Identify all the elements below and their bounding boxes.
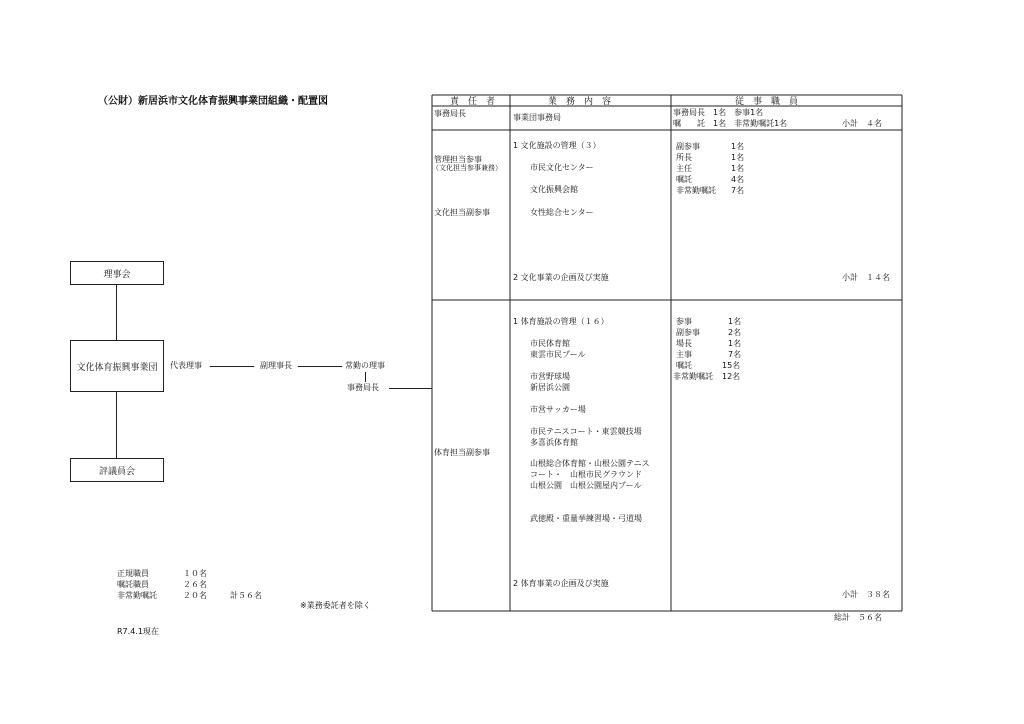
summary-label: 嘱託職員	[117, 580, 149, 589]
office-responsible: 事務局長	[434, 109, 466, 118]
sports-staff-role: 副参事	[676, 328, 700, 337]
sports-staff-role: 場長	[676, 339, 692, 348]
sports-facility: 新居浜公園	[530, 383, 570, 392]
culture-responsible2: 文化担当副参事	[434, 208, 490, 217]
culture-facility: 市民文化センター	[530, 163, 594, 172]
sports-staff-count: 2名	[728, 328, 742, 337]
sports-event: 2 体育事業の企画及び実施	[513, 579, 609, 588]
sports-facility: 武徳殿・重量挙練習場・弓道場	[530, 514, 642, 523]
office-staff-line1: 事務局長 1名 参事1名	[673, 108, 764, 117]
sports-staff-role: 参事	[676, 317, 692, 326]
sports-facility: 市営野球場	[530, 372, 570, 381]
sports-facility: 山根総合体育館・山根公園テニス	[530, 459, 650, 468]
sports-subtotal: 小計 ３８名	[842, 590, 890, 599]
sports-staff-count: 1名	[728, 339, 742, 348]
sports-heading: 1 体育施設の管理（１６）	[513, 317, 609, 326]
culture-staff-count: 4名	[731, 175, 745, 184]
summary-label: 正規職員	[117, 569, 149, 578]
office-staff-line2: 嘱 託 1名 非常勤嘱託1名	[673, 119, 788, 128]
sports-facility: 市民テニスコート・東雲競技場	[530, 427, 642, 436]
culture-staff-count: 1名	[731, 153, 745, 162]
office-subtotal: 小計 ４名	[842, 119, 882, 128]
culture-staff-role: 副参事	[676, 142, 700, 151]
header-responsible: 責 任 者	[450, 97, 496, 107]
councilors-box: 評議員会	[70, 458, 164, 482]
grand-total: 総計 ５６名	[834, 613, 882, 622]
as-of-date: R7.4.1現在	[117, 627, 159, 636]
page-title: （公財）新居浜市文化体育振興事業団組織・配置図	[98, 96, 328, 107]
sports-staff-role: 主事	[676, 350, 692, 359]
sports-facility: 東雲市民プール	[530, 350, 586, 359]
culture-event: 2 文化事業の企画及び実施	[513, 273, 609, 282]
culture-facility: 文化振興会館	[530, 185, 578, 194]
sports-staff-count: 12名	[722, 372, 741, 381]
sports-facility: 市営サッカー場	[530, 405, 586, 414]
sports-facility: 山根公園 山根公園屋内プール	[530, 481, 642, 490]
culture-staff-count: 1名	[731, 164, 745, 173]
culture-responsible1: 管理担当参事	[434, 155, 482, 164]
culture-staff-role: 主任	[676, 164, 692, 173]
culture-heading: 1 文化施設の管理（３）	[513, 141, 601, 150]
sports-staff-count: 7名	[728, 350, 742, 359]
culture-staff-role: 非常勤嘱託	[676, 186, 716, 195]
summary-total: 計５６名	[230, 591, 262, 600]
header-work: 業 務 内 容	[548, 97, 612, 107]
sports-staff-count: 1名	[728, 317, 742, 326]
sports-facility: コート・ 山根市民グラウンド	[530, 470, 642, 479]
summary-value: ２０名	[183, 591, 207, 600]
sports-staff-role: 非常勤嘱託	[673, 372, 713, 381]
summary-value: １０名	[183, 569, 207, 578]
culture-facility: 女性総合センター	[530, 208, 594, 217]
sports-facility: 市民体育館	[530, 339, 570, 348]
header-staff: 従 事 職 員	[735, 97, 799, 107]
sports-facility: 多喜浜体育館	[530, 438, 578, 447]
culture-subtotal: 小計 １４名	[842, 273, 890, 282]
office-work: 事業団事務局	[513, 113, 561, 122]
culture-staff-count: 7名	[731, 186, 745, 195]
representative-label: 代表理事	[170, 361, 202, 370]
standing-director-label: 常勤の理事	[345, 361, 385, 370]
board-box: 理事会	[70, 261, 164, 285]
foundation-box: 文化体育振興事業団	[70, 340, 164, 392]
culture-staff-count: 1名	[731, 142, 745, 151]
vice-director-label: 副理事長	[260, 361, 292, 370]
summary-label: 非常勤嘱託	[117, 591, 157, 600]
sports-staff-role: 嘱託	[676, 361, 692, 370]
sports-responsible: 体育担当副参事	[434, 448, 490, 457]
summary-value: ２６名	[183, 580, 207, 589]
summary-note: ※業務委託者を除く	[300, 601, 371, 610]
sports-staff-count: 15名	[722, 361, 741, 370]
culture-responsible1-sub: （文化担当参事兼務）	[432, 164, 502, 172]
secretary-general-label: 事務局長	[347, 383, 379, 392]
culture-staff-role: 所長	[676, 153, 692, 162]
culture-staff-role: 嘱託	[676, 175, 692, 184]
